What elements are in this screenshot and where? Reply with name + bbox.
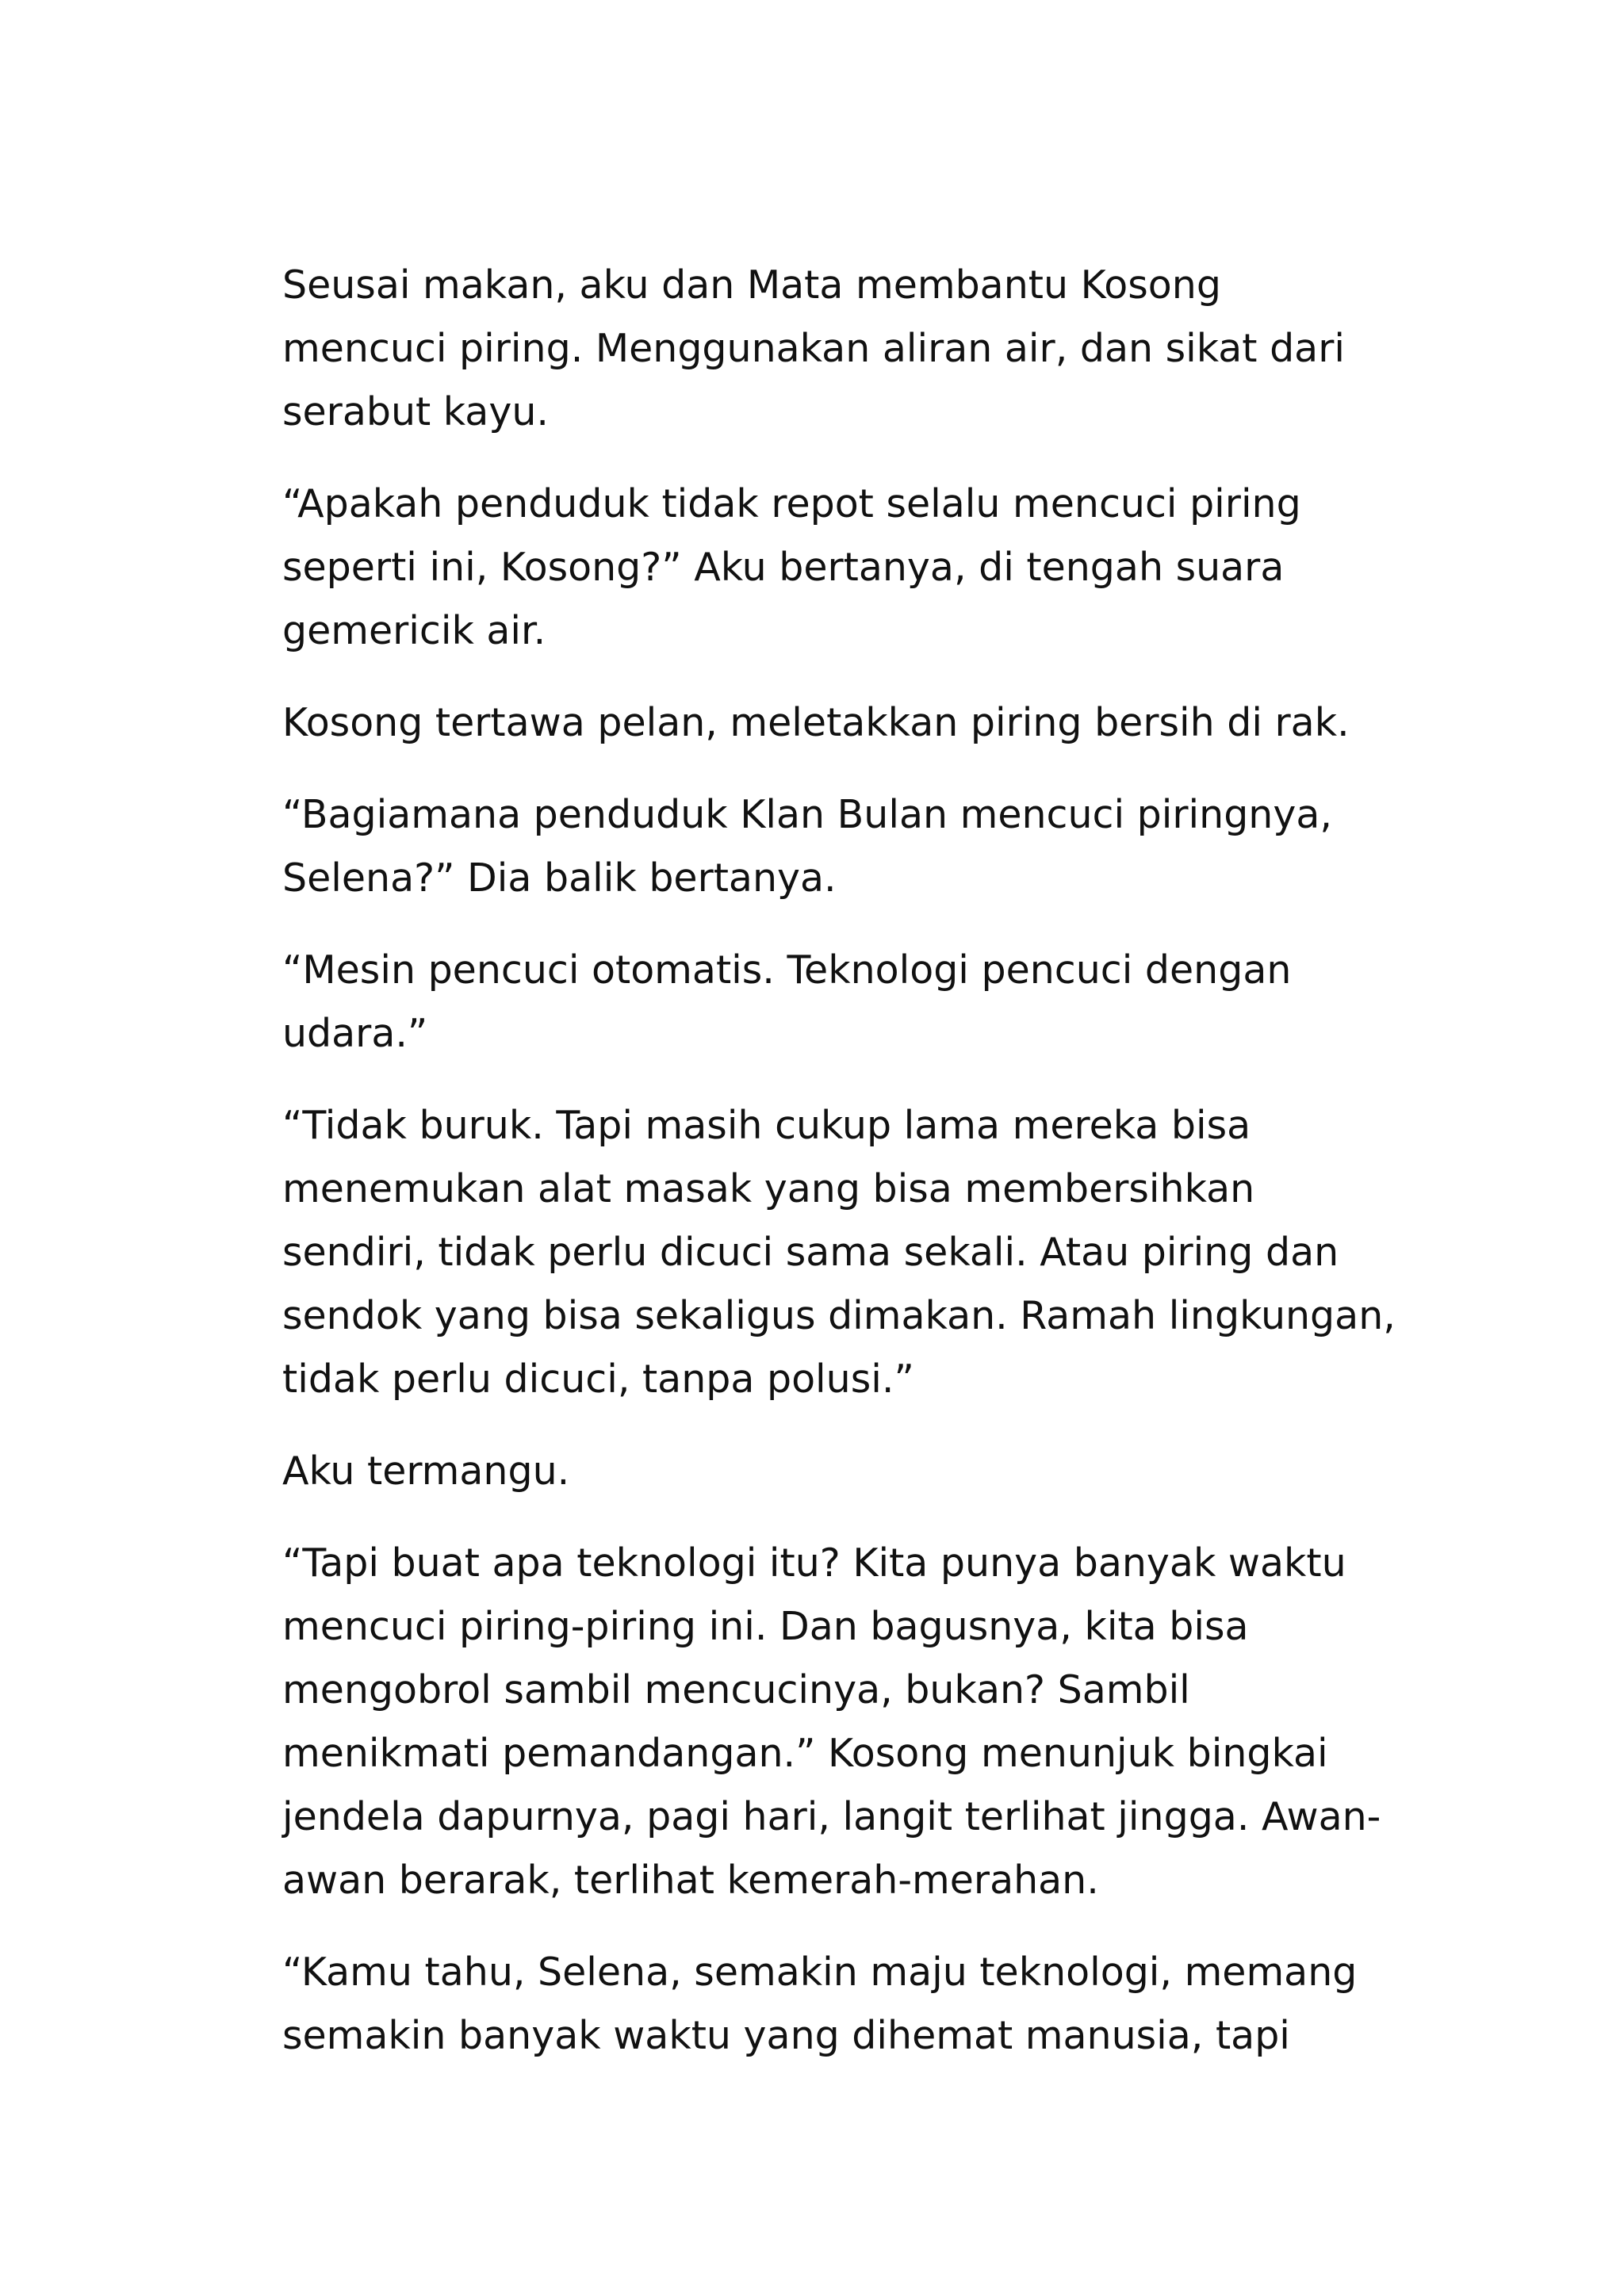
text-line: Aku termangu. <box>282 1448 570 1494</box>
paragraph-6 <box>282 1094 1396 1411</box>
text-line: mencuci piring-piring ini. Dan bagusnya, kita bisa <box>282 1604 1249 1649</box>
paragraph-7 <box>282 1440 1392 1503</box>
text-line: Kosong tertawa pelan, meletakkan piring bersih di rak. <box>282 700 1350 745</box>
text-line: sendiri, tidak perlu dicuci sama sekali. Atau piring dan <box>282 1230 1339 1275</box>
text-line: “Bagiamana penduduk Klan Bulan mencuci piringnya, <box>282 792 1332 837</box>
paragraph-5 <box>282 939 1392 1066</box>
text-line: mencuci piring. Menggunakan aliran air, dan sikat dari <box>282 326 1345 371</box>
text-line: seperti ini, Kosong?” Aku bertanya, di tengah suara <box>282 545 1285 590</box>
paragraph-3 <box>282 691 1392 755</box>
body-text <box>282 254 1396 2096</box>
text-line: sendok yang bisa sekaligus dimakan. Ramah lingkungan, <box>282 1293 1396 1338</box>
text-line: awan berarak, terlihat kemerah-merahan. <box>282 1858 1099 1903</box>
text-line: semakin banyak waktu yang dihemat manusia, tapi <box>282 2013 1290 2058</box>
text-line: Selena?” Dia balik bertanya. <box>282 855 837 901</box>
text-line: menikmati pemandangan.” Kosong menunjuk bingkai <box>282 1731 1328 1776</box>
text-line: gemericik air. <box>282 608 546 653</box>
text-line: Seusai makan, aku dan Mata membantu Kosong <box>282 262 1221 308</box>
text-line: “Tapi buat apa teknologi itu? Kita punya banyak waktu <box>282 1540 1346 1586</box>
paragraph-9 <box>282 1941 1392 2068</box>
text-line: jendela dapurnya, pagi hari, langit terlihat jingga. Awan- <box>282 1794 1381 1839</box>
text-line: tidak perlu dicuci, tanpa polusi.” <box>282 1357 914 1402</box>
paragraph-4 <box>282 783 1392 910</box>
text-line: “Kamu tahu, Selena, semakin maju teknologi, memang <box>282 1950 1358 1995</box>
paragraph-1 <box>282 254 1392 444</box>
text-line: mengobrol sambil mencucinya, bukan? Sambil <box>282 1667 1190 1712</box>
text-line: serabut kayu. <box>282 389 549 434</box>
paragraph-8 <box>282 1532 1392 1912</box>
text-line: “Tidak buruk. Tapi masih cukup lama mereka bisa <box>282 1103 1251 1148</box>
text-line: menemukan alat masak yang bisa membersihkan <box>282 1166 1255 1211</box>
text-line: “Apakah penduduk tidak repot selalu mencuci piring <box>282 481 1301 526</box>
text-line: udara.” <box>282 1011 428 1056</box>
text-line: “Mesin pencuci otomatis. Teknologi pencuci dengan <box>282 947 1292 993</box>
paragraph-2 <box>282 473 1392 663</box>
